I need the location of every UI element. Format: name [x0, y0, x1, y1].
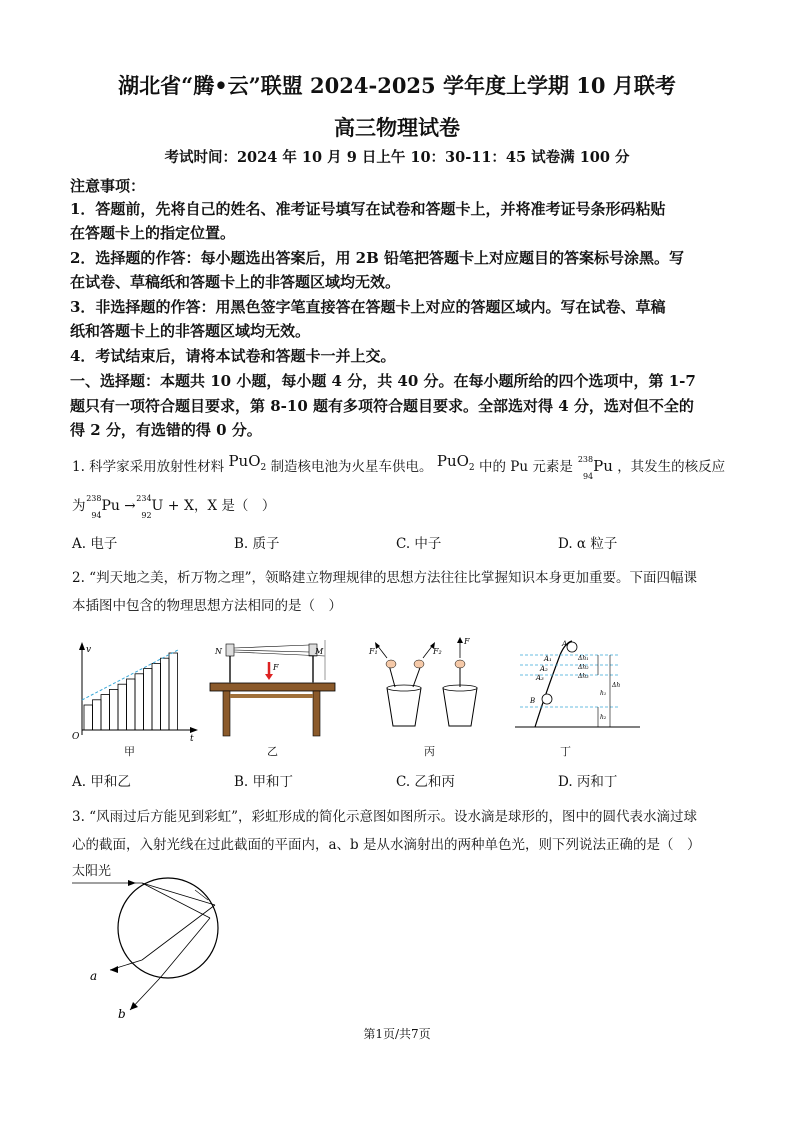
- fig-ding-a1-label: A₁: [544, 655, 552, 663]
- figure-ding: [510, 635, 645, 740]
- figure-jia: [70, 640, 200, 744]
- fig-jia-t-label: t: [190, 734, 194, 744]
- fig-label-ding: 丁: [560, 745, 571, 758]
- staircase-bar: [135, 674, 144, 730]
- notice-item-3a: 3．非选择题的作答：用黑色签字笔直接答在答题卡上对应的答题区域内。写在试卷、草稿: [70, 298, 666, 316]
- q2-line2: 本插图中包含的物理思想方法相同的是（ ）: [72, 598, 342, 614]
- notice-item-2b: 在试卷、草稿纸和答题卡上的非答题区域均无效。: [70, 273, 401, 291]
- fig-yi-f-label: F: [273, 663, 279, 672]
- fig-ding-a3-label: A₃: [536, 674, 544, 682]
- exam-title: 湖北省“腾•云”联盟 2024-2025 学年度上学期 10 月联考: [118, 73, 676, 98]
- fig-ding-a-label: A: [562, 640, 568, 648]
- fig-bing-f1-label: F₁: [369, 647, 378, 656]
- q2-option-d: D. 丙和丁: [558, 774, 618, 790]
- exam-subtitle: 高三物理试卷: [334, 115, 460, 140]
- fig-label-bing: 丙: [424, 745, 435, 758]
- fig-label-jia: 甲: [124, 745, 135, 758]
- q1-line2: 为 238 94 Pu → 234 92 U + X，X 是（ ）: [72, 493, 276, 520]
- figure-raindrop: [70, 870, 230, 1030]
- staircase-bar: [93, 700, 102, 730]
- section1-line1: 一、选择题：本题共 10 小题，每小题 4 分，共 40 分。在每小题所给的四个选项中，第 1-7: [70, 372, 696, 390]
- staircase-bar: [169, 653, 178, 730]
- staircase-bar: [101, 695, 110, 730]
- fig-yi-m-label: M: [315, 647, 324, 656]
- staircase-bar: [118, 684, 127, 730]
- notice-item-3b: 纸和答题卡上的非答题区域均无效。: [70, 322, 311, 340]
- q2-option-a: A. 甲和乙: [72, 774, 131, 790]
- q3-sunlight-label: 太阳光: [72, 864, 112, 879]
- q1-option-b: B. 质子: [234, 536, 280, 552]
- fig-ding-b-label: B: [530, 697, 536, 705]
- q2-option-c: C. 乙和丙: [396, 774, 455, 790]
- fig-ding-dh2-label: Δh₂: [578, 664, 589, 671]
- fig-ding-dh3-label: Δh₃: [578, 673, 589, 680]
- fig-jia-v-label: v: [86, 645, 92, 655]
- notice-item-2a: 2．选择题的作答：每小题选出答案后，用 2B 铅笔把答题卡上对应题目的答案标号涂黑。写: [70, 249, 685, 267]
- ray-a-label: a: [90, 969, 98, 983]
- q1-option-d: D. α 粒子: [558, 536, 618, 552]
- fig-ding-h2-label: h₂: [600, 714, 607, 721]
- fig-bing-f-label: F: [464, 637, 470, 646]
- q2-line1: 2. “判天地之美，析万物之理”，领略建立物理规律的思想方法往往比掌握知识本身更加重要。下面四幅课: [72, 570, 697, 586]
- fig-ding-dh-label: Δh: [612, 682, 621, 689]
- section1-line2: 题只有一项符合题目要求，第 8-10 题有多项符合题目要求。全部选对得 4 分，选对但不全的: [70, 397, 694, 415]
- q1-option-c: C. 中子: [396, 536, 442, 552]
- notice-item-4: 4．考试结束后，请将本试卷和答题卡一并上交。: [70, 347, 396, 365]
- notice-item-1a: 1．答题前，先将自己的姓名、准考证号填写在试卷和答题卡上，并将准考证号条形码粘贴: [70, 200, 666, 218]
- figure-bing: [365, 630, 495, 740]
- page-footer: 第1页/共7页: [363, 1027, 431, 1041]
- fig-bing-f2-label: F₂: [433, 647, 442, 656]
- fig-ding-a2-label: A₂: [540, 665, 548, 673]
- fig-label-yi: 乙: [267, 745, 278, 758]
- notice-heading: 注意事项：: [70, 177, 146, 195]
- q1-option-a: A. 电子: [72, 536, 118, 552]
- notice-item-1b: 在答题卡上的指定位置。: [70, 224, 236, 242]
- staircase-bar: [152, 663, 161, 730]
- fig-yi-n-label: N: [215, 647, 222, 656]
- staircase-bar: [84, 705, 93, 730]
- section1-line3: 得 2 分，有选错的得 0 分。: [70, 421, 262, 439]
- q1-line1: 1. 科学家采用放射性材料 PuO$_2$ 制造核电池为火星车供电。 PuO$_2$ 中的 Pu 元素是 238 94 Pu ，其发生的核反应: [72, 452, 726, 481]
- ray-b-label: b: [118, 1007, 126, 1021]
- fig-ding-dh1-label: Δh₁: [578, 655, 589, 662]
- staircase-bar: [127, 679, 136, 730]
- staircase-bar: [161, 658, 170, 730]
- q3-line2: 心的截面，入射光线在过此截面的平面内，a、b 是从水滴射出的两种单色光，则下列说法正确的是（ ）: [72, 837, 701, 853]
- staircase-bar: [144, 669, 153, 730]
- staircase-bar: [110, 689, 119, 730]
- figure-yi: [205, 630, 340, 740]
- exam-time: 考试时间：2024 年 10 月 9 日上午 10：30-11：45 试卷满 100 分: [164, 149, 630, 166]
- q2-option-b: B. 甲和丁: [234, 774, 294, 790]
- fig-jia-o-label: O: [72, 732, 80, 742]
- fig-ding-h1-label: h₁: [600, 690, 607, 697]
- q3-line1: 3. “风雨过后方能见到彩虹”，彩虹形成的简化示意图如图所示。设水滴是球形的，图中的圆代表水滴过球: [72, 809, 697, 825]
